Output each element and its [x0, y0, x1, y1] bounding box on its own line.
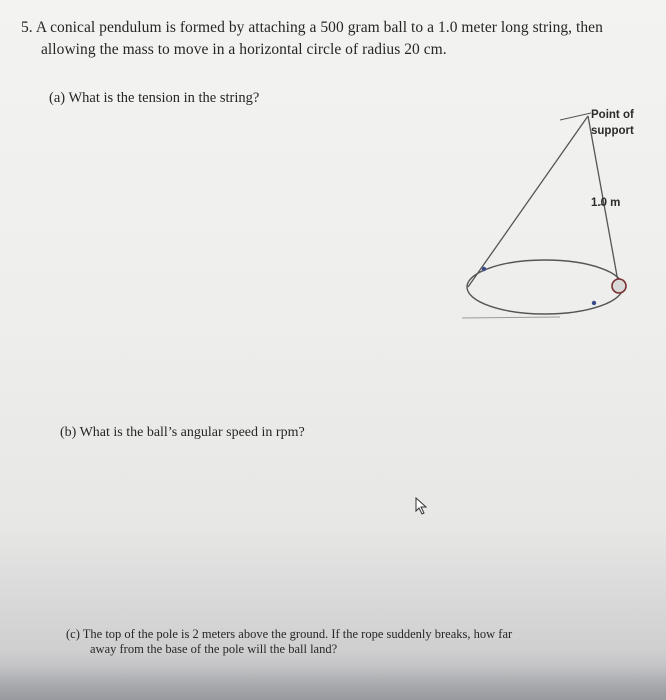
problem-text-line-1: A conical pendulum is formed by attaching a 500 gram ball to a 1.0 meter long string, then — [35, 19, 603, 36]
motion-arrow-dot-right — [592, 301, 596, 305]
bottom-shadow — [0, 668, 666, 700]
mouse-pointer-icon — [414, 497, 428, 515]
support-label-line-2: support — [591, 125, 634, 137]
question-c-line-2: away from the base of the pole will the ball land? — [90, 642, 338, 656]
horizontal-circle — [467, 260, 623, 314]
base-line — [462, 317, 560, 318]
problem-number: 5. — [21, 19, 33, 36]
problem-text-line-2: allowing the mass to move in a horizontal circle of radius 20 cm. — [41, 41, 447, 58]
string-length-label: 1.0 m — [591, 197, 621, 209]
pendulum-ball — [612, 279, 626, 293]
support-label-line-1: Point of — [591, 109, 634, 121]
motion-arrow-dot-left — [482, 267, 486, 271]
question-b: (b) What is the ball’s angular speed in rpm? — [60, 425, 305, 440]
question-a: (a) What is the tension in the string? — [49, 90, 260, 106]
question-c-line-1: (c) The top of the pole is 2 meters above the ground. If the rope suddenly breaks, how far — [66, 627, 513, 641]
